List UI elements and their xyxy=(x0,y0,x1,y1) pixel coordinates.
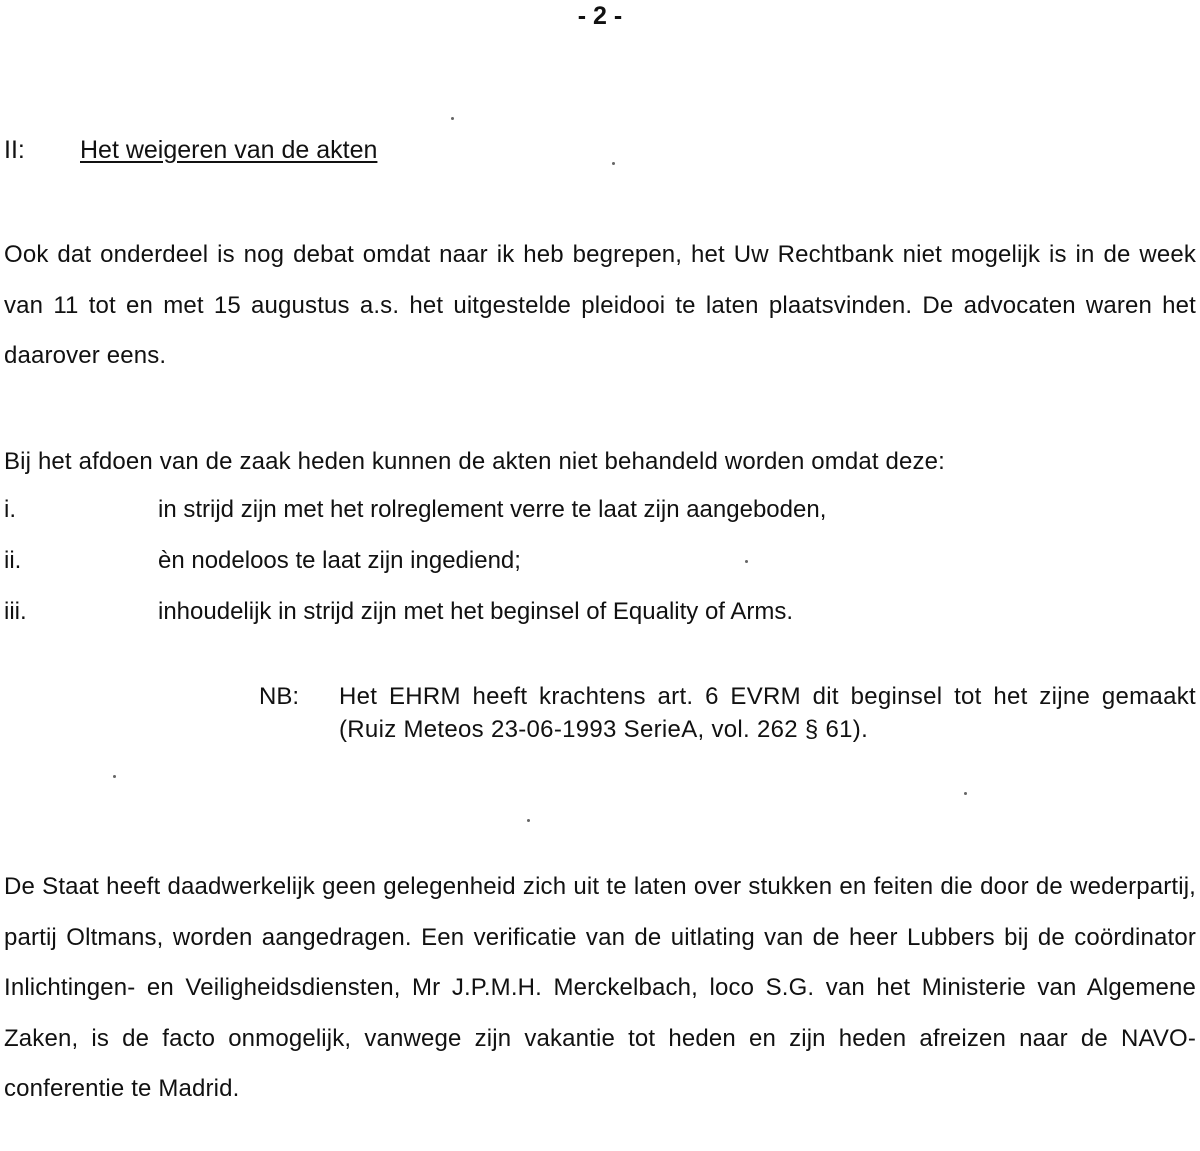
scan-speck xyxy=(964,792,967,795)
section-heading xyxy=(4,134,377,166)
list-marker: i. xyxy=(4,496,16,523)
list-marker: ii. xyxy=(4,547,22,574)
list-item-text: inhoudelijk in strijd zijn met het beginsel of Equality of Arms. xyxy=(158,598,793,625)
section-number: II: xyxy=(4,136,25,164)
nb-text: Het EHRM heeft krachtens art. 6 EVRM dit beginsel tot het zijne gemaakt (Ruiz Meteos 23-06-1993 SerieA, vol. 262 § 61). xyxy=(339,683,1196,743)
paragraph-reasons-intro: Bij het afdoen van de zaak heden kunnen de akten niet behandeld worden omdat deze: xyxy=(4,448,945,475)
scan-speck xyxy=(612,162,615,165)
list-item xyxy=(4,539,1196,590)
nb-label: NB: xyxy=(259,683,300,710)
page-number: - 2 - xyxy=(577,2,623,30)
section-title: Het weigeren van de akten xyxy=(80,136,378,164)
list-item xyxy=(4,590,1196,641)
scan-speck xyxy=(745,560,748,563)
paragraph-state-position: De Staat heeft daadwerkelijk geen gelegenheid zich uit te laten over stukken en feiten die door de wederpartij, partij Oltmans, worden aangedragen. Een verificatie van de uitlating van de heer Lubbers bij de coördinator Inlichtingen- en Veiligheidsdiensten, Mr J.P.M.H. Merckelbach, loco S.G. van het Ministerie van Algemene Zaken, is de facto onmogelijk, vanwege zijn vakantie tot heden en zijn heden afreizen naar de NAVO-conferentie te Madrid. xyxy=(4,873,1196,1102)
scan-speck xyxy=(451,117,454,120)
reasons-list xyxy=(4,488,1196,641)
list-item-text: in strijd zijn met het rolreglement verre te laat zijn aangeboden, xyxy=(158,496,827,523)
list-item-text: èn nodeloos te laat zijn ingediend; xyxy=(158,547,521,574)
list-marker: iii. xyxy=(4,598,27,625)
scan-speck xyxy=(527,819,530,822)
paragraph-hearing-date: Ook dat onderdeel is nog debat omdat naar ik heb begrepen, het Uw Rechtbank niet mogelijk is in de week van 11 tot en met 15 augustus a.s. het uitgestelde pleidooi te laten plaatsvinden. De advocaten waren het daarover eens. xyxy=(4,241,1196,369)
scan-speck xyxy=(113,775,116,778)
list-item xyxy=(4,488,1196,539)
